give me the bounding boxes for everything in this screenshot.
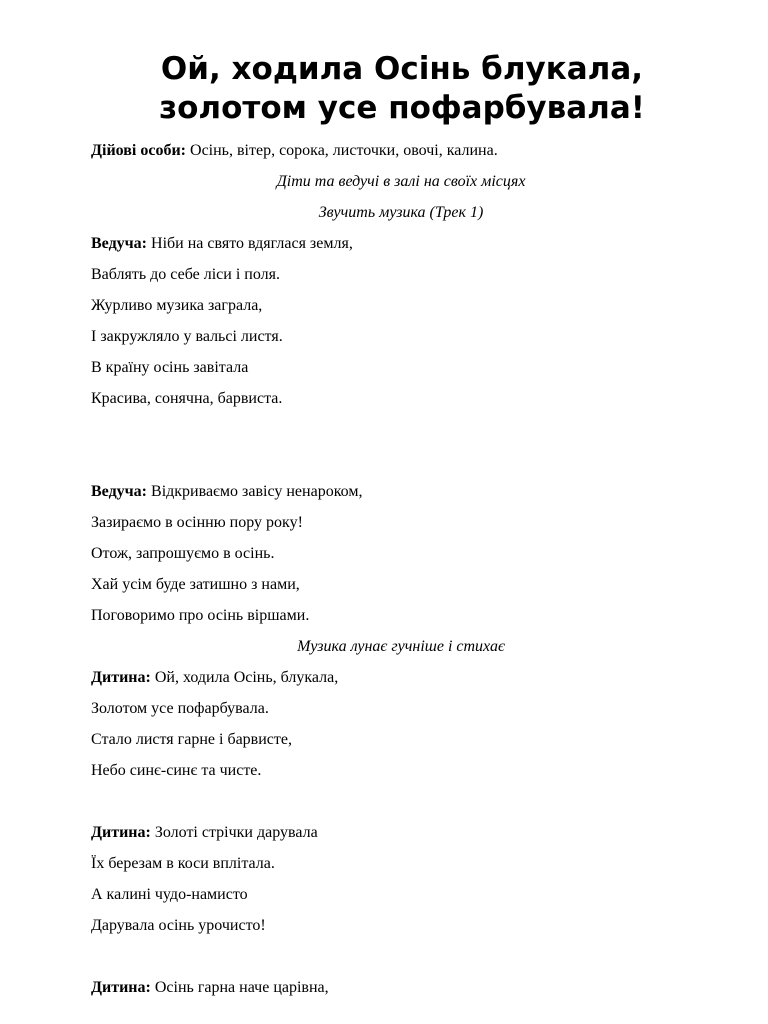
verse-line: Золотом усе пофарбувала. xyxy=(91,700,269,717)
verse-line xyxy=(91,667,711,698)
characters-label: Дійові особи: xyxy=(91,142,187,159)
characters-text: Осінь, вітер, сорока, листочки, овочі, калина. xyxy=(186,142,498,159)
verse-line: Отож, запрошуємо в осінь. xyxy=(91,545,275,562)
verse-line: І закружляло у вальсі листя. xyxy=(91,328,283,345)
verse-line: Ваблять до себе ліси і поля. xyxy=(91,266,280,283)
verse-text: Осінь гарна наче царівна, xyxy=(150,979,329,996)
stage-direction-music: Звучить музика (Трек 1) xyxy=(318,204,484,221)
speaker-label: Дитина: xyxy=(91,979,151,996)
speaker-label: Ведуча: xyxy=(91,483,148,500)
blank-line xyxy=(91,791,711,822)
verse-line: Журливо музика заграла, xyxy=(91,297,263,314)
verse-text: Золоті стрічки дарувала xyxy=(150,824,318,841)
verse-line: Їх березам в коси вплітала. xyxy=(91,855,275,872)
verse-line: В країну осінь завітала xyxy=(91,359,249,376)
verse-text: Відкриваємо завісу ненароком, xyxy=(147,483,363,500)
stage-direction-music-louder: Музика лунає гучніше і стихає xyxy=(297,638,505,655)
verse-line: Стало листя гарне і барвисте, xyxy=(91,731,292,748)
stage-direction-seated: Діти та ведучі в залі на своїх місцях xyxy=(276,173,526,190)
verse-line: Небо синє-синє та чисте. xyxy=(91,762,262,779)
verse-line: Красива, сонячна, барвиста. xyxy=(91,390,283,407)
title-line-1: Ой, ходила Осінь блукала, xyxy=(160,51,644,87)
speaker-label: Ведуча: xyxy=(91,235,148,252)
verse-line xyxy=(91,977,711,1008)
verse-line xyxy=(91,419,711,450)
verse-line: Дарувала осінь урочисто! xyxy=(91,917,266,934)
verse-line: А калині чудо-намисто xyxy=(91,886,248,903)
characters-line xyxy=(91,140,711,171)
verse-line: Хай усім буде затишно з нами, xyxy=(91,576,300,593)
document-body xyxy=(91,140,711,1008)
verse-line xyxy=(91,233,711,264)
speaker-label: Дитина: xyxy=(91,669,151,686)
verse-text: Ой, ходила Осінь, блукала, xyxy=(150,669,339,686)
title-line-2: золотом усе пофарбувала! xyxy=(159,90,645,126)
verse-text: Ніби на свято вдяглася земля, xyxy=(147,235,353,252)
verse-line xyxy=(91,822,711,853)
verse-line: Поговоримо про осінь віршами. xyxy=(91,607,310,624)
document-title xyxy=(0,50,768,128)
speaker-label: Дитина: xyxy=(91,824,151,841)
blank-line xyxy=(91,946,711,977)
verse-line xyxy=(91,481,711,512)
blank-line xyxy=(91,450,711,481)
verse-line: Зазираємо в осінню пору року! xyxy=(91,514,303,531)
